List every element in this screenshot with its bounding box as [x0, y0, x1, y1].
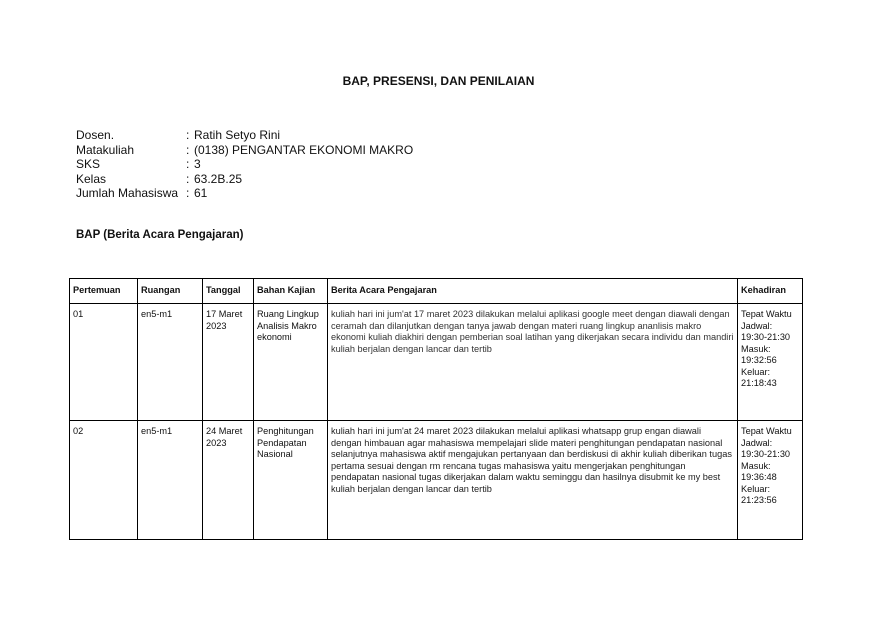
info-separator: : [186, 142, 190, 157]
kehadiran-status: Tepat Waktu [741, 309, 792, 319]
info-value: (0138) PENGANTAR EKONOMI MAKRO [194, 142, 414, 157]
kehadiran-masuk: Masuk: 19:36:48 [741, 460, 777, 482]
info-value: 61 [194, 186, 208, 201]
cell-tanggal: 24 Maret 2023 [203, 421, 254, 540]
cell-tanggal: 17 Maret 2023 [203, 304, 254, 421]
kehadiran-status: Tepat Waktu [741, 426, 792, 436]
section-heading: BAP (Berita Acara Pengajaran) [76, 229, 244, 241]
table-header-row [70, 279, 803, 304]
header-bahan-kajian: Bahan Kajian [254, 279, 328, 304]
info-label: Kelas [76, 171, 107, 186]
cell-ruangan: en5-m1 [138, 304, 203, 421]
cell-pertemuan: 02 [70, 421, 138, 540]
bap-table [69, 278, 803, 540]
course-info [76, 128, 413, 201]
kehadiran-jadwal: Jadwal: 19:30-21:30 [741, 320, 791, 342]
info-value: Ratih Setyo Rini [194, 128, 281, 142]
cell-bahan-kajian: Ruang Lingkup Analisis Makro ekonomi [254, 304, 328, 421]
cell-pertemuan: 01 [70, 304, 138, 421]
info-value: 3 [194, 157, 201, 172]
info-separator: : [186, 128, 190, 142]
document-title: BAP, PRESENSI, DAN PENILAIAN [342, 74, 535, 88]
kehadiran-keluar: Keluar: 21:23:56 [741, 483, 777, 505]
info-label: SKS [76, 157, 101, 172]
cell-bahan-kajian: Penghitungan Pendapatan Nasional [254, 421, 328, 540]
info-row-jumlah [76, 186, 413, 201]
header-pertemuan: Pertemuan [70, 279, 138, 304]
info-row-matakuliah [76, 143, 413, 158]
header-kehadiran: Kehadiran [738, 279, 803, 304]
cell-kehadiran [738, 304, 803, 421]
info-row-sks [76, 157, 413, 172]
header-ruangan: Ruangan [138, 279, 203, 304]
kehadiran-masuk: Masuk: 19:32:56 [741, 343, 777, 365]
info-row-dosen [76, 128, 413, 143]
cell-ruangan: en5-m1 [138, 421, 203, 540]
cell-berita-acara: kuliah hari ini jum'at 17 maret 2023 dilakukan melalui aplikasi google meet dengan diawali dengan ceramah dan dilanjutkan dengan tanya jawab dengan materi ruang lingkup ananlisis makro ekonomi kuliah diakhiri dengan pemberian soal latihan yang dikerjakan secara individu dan mandiri kuliah berjalan dengan lancar dan tertib [328, 304, 738, 421]
table-row [70, 304, 803, 421]
info-label: Matakuliah [76, 142, 135, 157]
info-value: 63.2B.25 [194, 171, 243, 186]
info-separator: : [186, 186, 190, 201]
header-berita-acara: Berita Acara Pengajaran [328, 279, 738, 304]
kehadiran-keluar: Keluar: 21:18:43 [741, 366, 777, 388]
info-row-kelas [76, 172, 413, 187]
info-separator: : [186, 157, 190, 172]
info-separator: : [186, 171, 190, 186]
kehadiran-jadwal: Jadwal: 19:30-21:30 [741, 437, 791, 459]
info-label: Jumlah Mahasiswa [76, 186, 179, 201]
cell-kehadiran [738, 421, 803, 540]
header-tanggal: Tanggal [203, 279, 254, 304]
table-row [70, 421, 803, 540]
info-label: Dosen. [76, 128, 115, 142]
bap-table-wrapper [69, 278, 802, 540]
cell-berita-acara: kuliah hari ini jum'at 24 maret 2023 dilakukan melalui aplikasi whatsapp grup engan diawali dengan himbauan agar mahasiswa mempelajari slide materi penghitungan pendapatan nasional selanjutnya mahasiswa aktif mengajukan pertanyaan dan berdiskusi di akhir kuliah diberikan tugas pertama sesuai dengan rm rencana tugas mahasiswa yaitu mengerjakan penghitungan pendapatan nasional tugas dikerjakan dalam waktu seminggu dan hasilnya disubmit ke my best kuliah berjalan dengan lancar dan tertib [328, 421, 738, 540]
